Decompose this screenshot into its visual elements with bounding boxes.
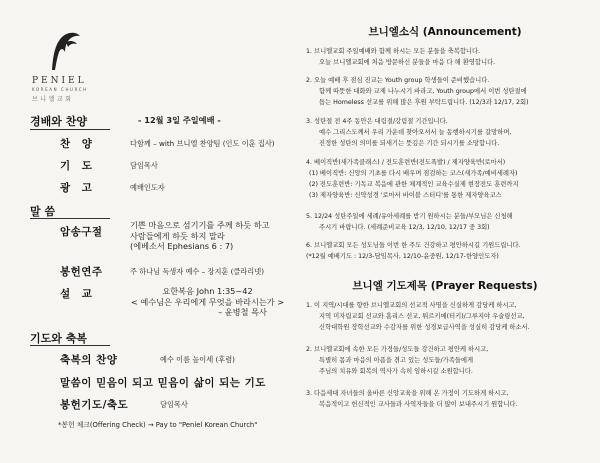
commitment-prayer-label: 말씀이 믿음이 되고 믿음이 삶이 되는 기도	[60, 377, 266, 389]
prayer-text: 담임목사	[130, 161, 158, 170]
prayer-request-2-line-2: 특별히 몸과 마음의 아픔을 겪고 있는 성도들/가족들에게	[319, 357, 474, 364]
prayer-divider	[30, 345, 110, 346]
announcement-4-line-1: 4. 베이직반(새가족클래스) / 전도훈련반(전도폭발) / 제자양육반(로마서)	[306, 159, 506, 166]
prayer-request-2-line-3: 주님의 치유와 회복의 역사가 속히 임하시길 소원합니다.	[319, 368, 473, 375]
announcement-6-line-2: (*12월 예배기도 : 12/3-담임목사, 12/10-윤중원, 12/17-한양인도자)	[306, 253, 499, 260]
announcement-4-line-3: (2) 전도훈련반: 기독교 복음에 관한 체계적인 교육수실제 현장전도 훈련까지	[309, 181, 519, 188]
church-logo	[32, 30, 122, 103]
prayer-request-3-line-1: 3. 다음세대 자녀들의 올바른 신앙교육을 위해 온 가정이 기도하게 하시고,	[306, 390, 509, 397]
announcement-4-line-4: (3) 제자양육반: 신약성경 '로마서 바이블 스터디'를 통한 제자양육코스	[309, 192, 502, 199]
benediction-text: 담임목사	[160, 400, 188, 409]
offertory-label: 봉헌연주	[60, 266, 103, 278]
word-section-title: 말 씀	[30, 205, 56, 218]
peniel-logo-icon	[46, 30, 82, 72]
prayer-request-1-line-2: 지역 미자립교회 선교와 홈리스 선교, 튀르키예(터키)/그루지야 우술링선교,	[319, 313, 525, 320]
prayer-request-3-line-2: 복음적이고 헌신적인 교사들과 사역자들을 더 많이 보내주시기 원합니다.	[319, 401, 518, 408]
praise-label: 찬 양	[60, 138, 96, 150]
announcement-2-line-1: 2. 오늘 예배 후 점심 진교는 Youth group 학생들이 준비했습니다.	[306, 77, 490, 84]
prayer-request-item-1	[306, 300, 592, 333]
announcement-4-line-2: (1) 베이직반: 신앙의 기초를 다시 배우며 점검하는 코스(새가족/예비세례자)	[309, 170, 518, 177]
recitation-verse	[130, 220, 270, 252]
service-date-title: - 12월 3일 주일예배 -	[138, 115, 221, 125]
announcement-label: 광 고	[60, 182, 96, 194]
announcement-1-line-1: 1. 브니엘교회 주일예배와 함께 하시는 모든 분들을 축복합니다.	[306, 48, 481, 55]
announcement-5-line-1: 5. 12/24 성탄주일에 세례/유아세례를 받기 원하시는 분들/부모님은 신청해	[306, 213, 513, 220]
announcement-3-line-3: 진정한 성탄의 의미를 되새기는 뜻깊은 기간 되시기를 소망합니다.	[319, 140, 500, 147]
prayer-request-2-line-1: 2. 브니엘교회에 속한 모든 가정들/성도들 강건하고 평안케 하시고,	[306, 346, 489, 353]
announcement-2-line-2: 함께 따뜻한 대화와 교제 나누시기 바라고, Youth group에서 이번 성탄절에	[319, 88, 527, 95]
worship-divider	[30, 129, 110, 130]
logo-sub-korean: 브니엘교회	[32, 96, 74, 103]
sermon-label: 설 교	[60, 288, 96, 300]
announcement-item-6	[306, 240, 592, 262]
announcements-title: 브니엘소식 (Announcement)	[368, 26, 522, 38]
announcement-item-3	[306, 116, 592, 149]
prayer-request-item-3	[306, 388, 592, 410]
announcement-3-line-1: 3. 성탄절 전 4주 동안은 대림절/강림절 기간입니다.	[306, 118, 448, 125]
announcement-3-line-2: 예수 그리스도께서 우리 가운데 찾아오셔서 늘 동행하시기를 갈망하며,	[319, 129, 512, 136]
prayer-request-1-line-3: 신학대학원 장학선교와 수감자를 위한 성경보급사역을 성실히 감당케 하소서.	[319, 324, 530, 331]
offering-footnote: *봉헌 체크(Offering Check) → Pay to "Peniel Korean Church"	[58, 421, 258, 429]
announcement-2-line-3: 돕는 Homeless 선교를 위해 많은 후원 부탁드립니다. (12/3과 12/17, 2회)	[319, 99, 529, 106]
prayer-section-title: 기도와 축복	[30, 332, 87, 345]
announcement-item-2	[306, 75, 592, 108]
prayer-request-item-2	[306, 344, 592, 377]
offertory-text: 주 하나님 독생자 예수 – 장지훈 (클라리넷)	[130, 267, 265, 276]
logo-name: PENIEL	[32, 76, 87, 86]
announcement-6-line-1: 6. 브니엘교회 모든 성도님들 이번 한 주도 건강하고 평안하시길 기원드립니다.	[306, 242, 521, 249]
sermon-title: < 예수님은 우리에게 무엇을 바라시는가 >	[130, 296, 285, 307]
announcement-text: 예배인도자	[130, 183, 165, 192]
announcement-5-line-2: 주시기 바랍니다. (세례준비교육 12/3, 12/10, 12/17 중 3회)	[319, 224, 490, 231]
announcement-1-line-2: 오늘 브니엘교회에 처음 방문하신 분들을 마음 다 해 환영합니다.	[319, 59, 496, 66]
announcement-item-4	[306, 157, 592, 201]
praise-text: 다함께 – with 브니엘 찬양팀 (인도 이훈 집사)	[130, 139, 275, 148]
word-divider	[30, 218, 110, 219]
prayer-label: 기 도	[60, 160, 96, 172]
recitation-label: 암송구절	[60, 226, 103, 238]
recitation-line-1: 기쁜 마음으로 섬기기를 주께 하듯 하고	[130, 220, 270, 230]
recitation-line-2: 사람들에게 하듯 하지 말라	[130, 230, 225, 241]
blessing-song-text: 예수 이름 높이세 (후렴)	[160, 355, 235, 364]
announcement-item-5	[306, 211, 592, 233]
announcement-item-1	[306, 46, 592, 68]
prayer-request-1-line-1: 1. 이 지역/시대를 향한 브니엘교회의 선교적 사명을 신실하게 감당케 하시고,	[306, 302, 517, 309]
worship-section-title: 경배와 찬양	[30, 115, 87, 128]
blessing-song-label: 축복의 찬양	[60, 354, 118, 366]
sermon-preacher: – 윤병철 목사	[218, 307, 267, 317]
logo-sub-english: KOREAN CHURCH	[32, 87, 88, 92]
prayer-requests-title: 브니엘 기도제목 (Prayer Requests)	[352, 280, 538, 292]
sermon-scripture: 요한복음 John 1:35~42	[162, 286, 253, 296]
sermon-info	[120, 286, 295, 318]
benediction-label: 봉헌기도/축도	[60, 399, 129, 411]
recitation-reference: (에베소서 Ephesians 6 : 7)	[130, 241, 234, 251]
